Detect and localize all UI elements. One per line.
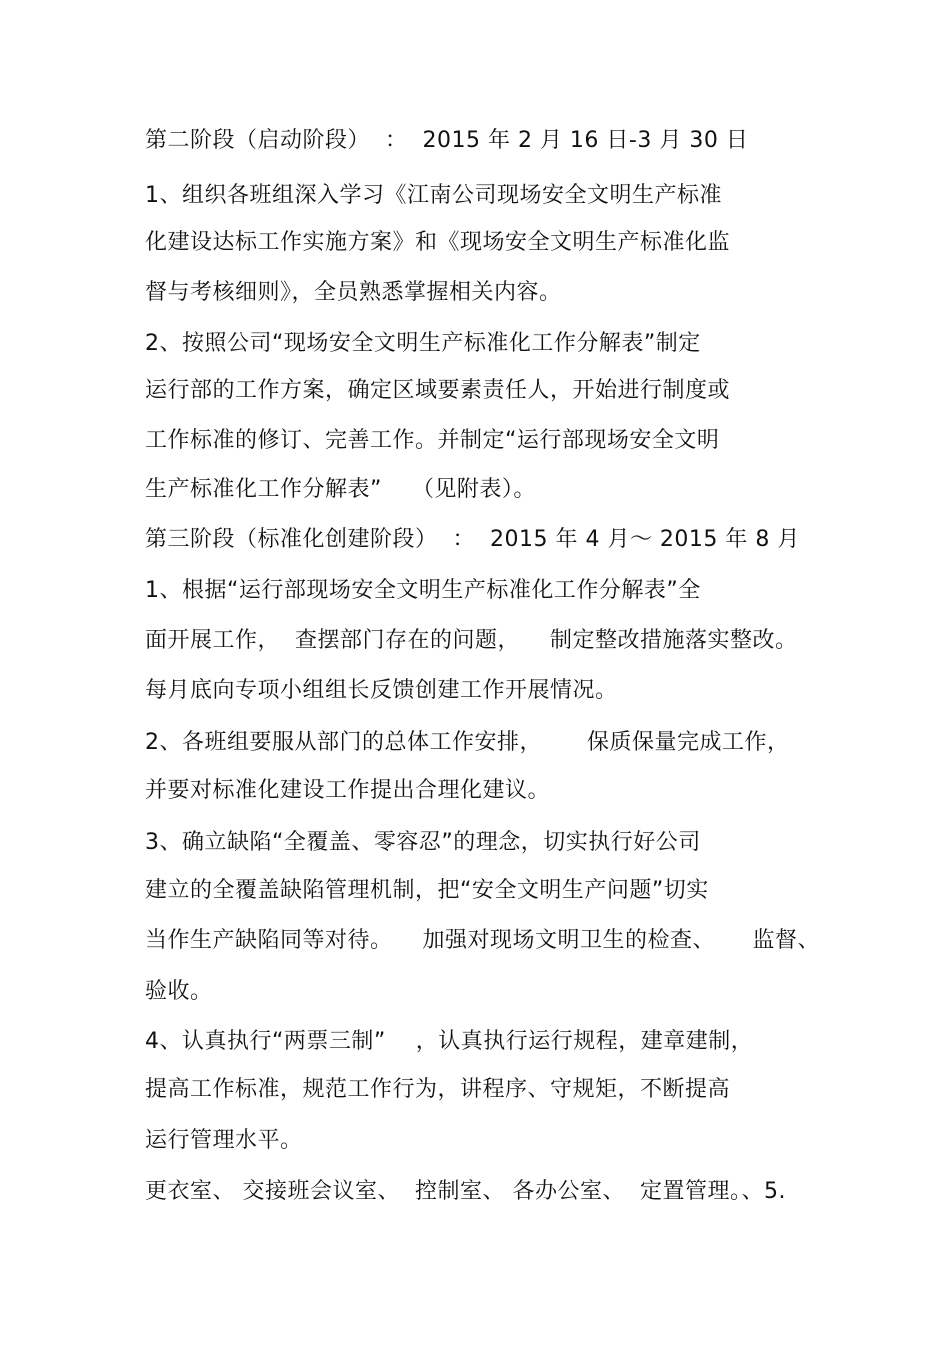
- paragraph-line: 生产标准化工作分解表” （见附表）。: [145, 477, 536, 502]
- paragraph-line: 工作标准的修订、完善工作。并制定“运行部现场安全文明: [145, 428, 720, 453]
- paragraph-line: 建立的全覆盖缺陷管理机制，把“安全文明生产问题”切实: [145, 878, 709, 903]
- paragraph-line: 面开展工作， 查摆部门存在的问题， 制定整改措施落实整改。: [145, 628, 798, 653]
- paragraph-line: 3、确立缺陷“全覆盖、零容忍”的理念，切实执行好公司: [145, 830, 701, 855]
- paragraph-line: 提高工作标准，规范工作行为，讲程序、守规矩，不断提高: [145, 1077, 731, 1102]
- paragraph-line: 督与考核细则》，全员熟悉掌握相关内容。: [145, 280, 562, 305]
- paragraph-line: 4、认真执行“两票三制” ，认真执行运行规程，建章建制，: [145, 1029, 754, 1054]
- paragraph-line: 当作生产缺陷同等对待。 加强对现场文明卫生的检查、 监督、: [145, 928, 820, 953]
- paragraph-line: 1、组织各班组深入学习《江南公司现场安全文明生产标准: [145, 183, 722, 208]
- paragraph-line: 并要对标准化建设工作提出合理化建议。: [145, 778, 551, 803]
- paragraph-line: 更衣室、 交接班会议室、 控制室、 各办公室、 定置管理。、5.: [145, 1179, 786, 1204]
- paragraph-line: 运行管理水平。: [145, 1128, 303, 1153]
- paragraph-line: 2、按照公司“现场安全文明生产标准化工作分解表”制定: [145, 331, 701, 356]
- paragraph-line: 每月底向专项小组组长反馈创建工作开展情况。: [145, 678, 618, 703]
- stage-three-heading: 第三阶段（标准化创建阶段） ： 2015 年 4 月～ 2015 年 8 月: [145, 527, 800, 552]
- stage-two-heading: 第二阶段（启动阶段） ： 2015 年 2 月 16 日-3 月 30 日: [145, 128, 749, 153]
- paragraph-line: 2、各班组要服从部门的总体工作安排， 保质保量完成工作，: [145, 730, 790, 755]
- paragraph-line: 验收。: [145, 979, 213, 1004]
- paragraph-line: 运行部的工作方案，确定区域要素责任人，开始进行制度或: [145, 378, 731, 403]
- paragraph-line: 化建设达标工作实施方案》和《现场安全文明生产标准化监: [145, 230, 731, 255]
- paragraph-line: 1、根据“运行部现场安全文明生产标准化工作分解表”全: [145, 578, 701, 603]
